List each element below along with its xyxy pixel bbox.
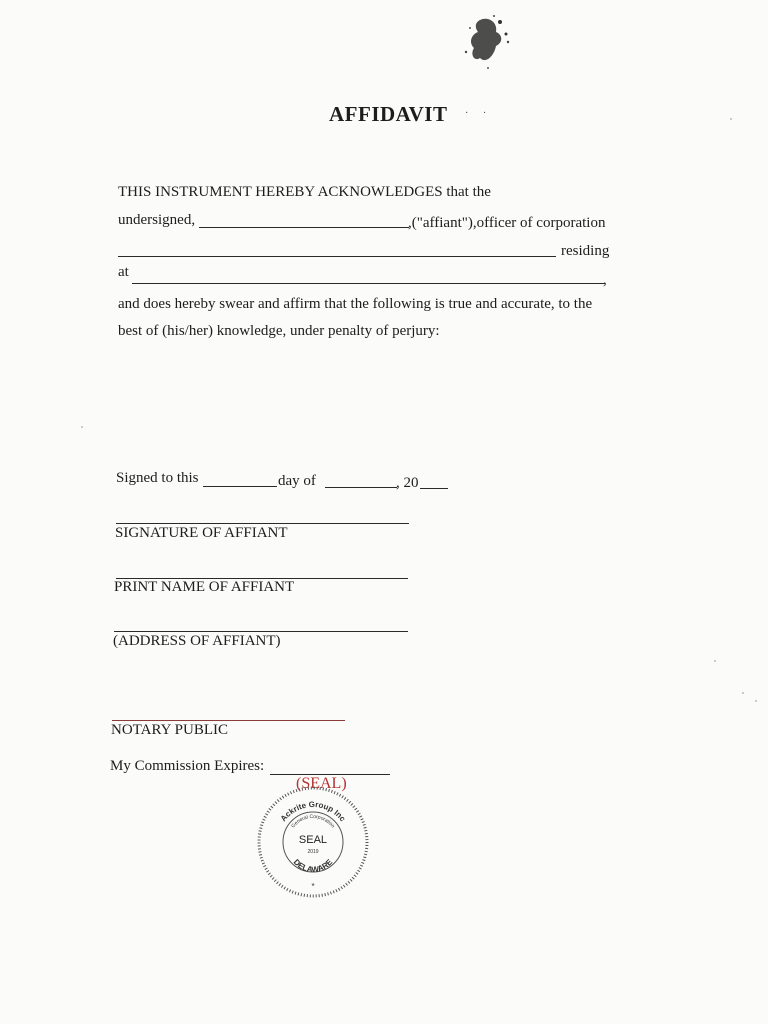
day-of-label: day of [278,473,316,489]
affiant-address-label: (ADDRESS OF AFFIANT) [113,633,281,649]
day-blank[interactable] [203,486,277,487]
seal-year-text: 2019 [307,849,319,855]
address-blank[interactable] [132,283,604,284]
signature-label: SIGNATURE OF AFFIANT [115,525,288,541]
intro-line: THIS INSTRUMENT HEREBY ACKNOWLEDGES that the [118,184,491,200]
address-comma: , [603,272,607,288]
year-blank[interactable] [420,488,448,489]
affiant-officer-text: ,("affiant"),officer of corporation [408,215,606,231]
seal-company-text: Ackrite Group Inc [278,799,348,824]
oath-line-2: best of (his/her) knowledge, under penalty of perjury: [118,323,440,339]
oath-line-1: and does hereby swear and affirm that the following is true and accurate, to the [118,296,593,312]
corporate-seal [256,785,370,899]
corporation-blank[interactable] [118,256,556,257]
seal-state-text: DELAWARE [291,857,335,875]
signed-label: Signed to this [116,470,199,486]
scan-speck [755,700,757,702]
scan-speck [730,118,732,120]
at-label: at [118,264,129,280]
month-blank[interactable] [325,487,397,488]
year-prefix: , 20 [396,475,419,491]
scan-speck [742,692,744,694]
affiant-name-blank[interactable] [199,227,409,228]
scan-speck [714,660,716,662]
seal-center-text: SEAL [298,834,328,846]
undersigned-label: undersigned, [118,212,196,228]
notary-label: NOTARY PUBLIC [111,722,229,738]
print-name-label: PRINT NAME OF AFFIANT [114,579,295,595]
seal-star: * [311,882,315,891]
seal-label: (SEAL) [296,775,347,792]
scan-speck [81,426,83,428]
ink-blot-mark [458,12,520,72]
document-title: AFFIDAVIT [329,102,448,126]
stray-dots: · · [465,108,493,119]
commission-label: My Commission Expires: [110,758,265,774]
seal-type-text: General Corporation [290,813,336,830]
residing-label: residing [561,243,610,259]
